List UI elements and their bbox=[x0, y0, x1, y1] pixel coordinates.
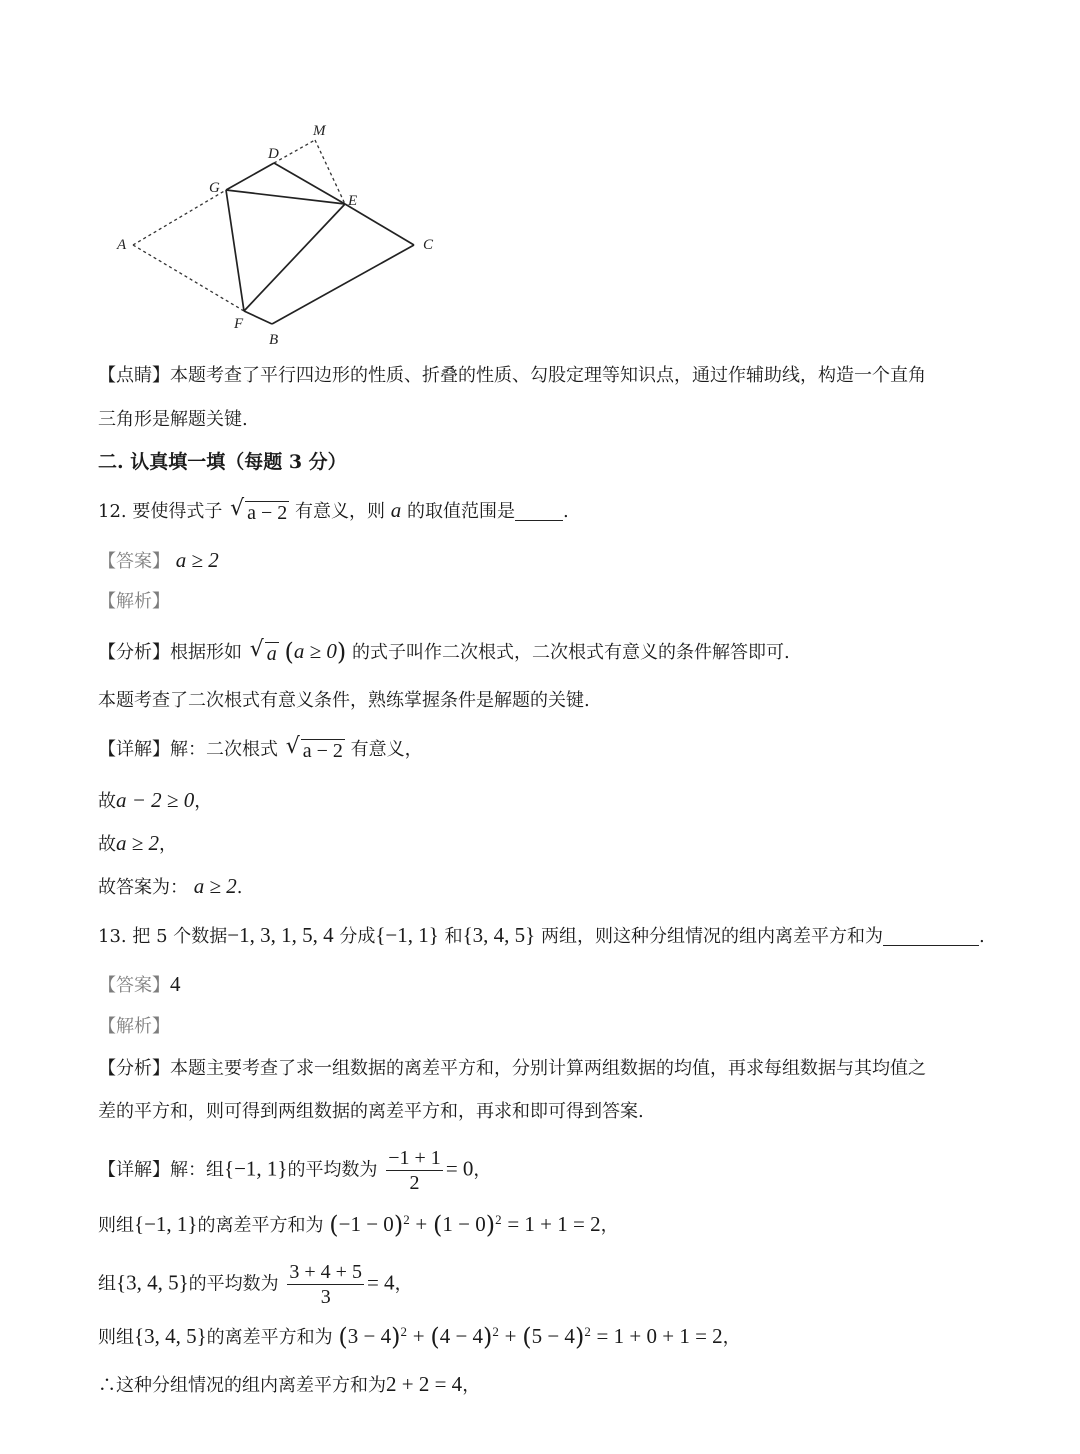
q13-d2-exp-2: 2 bbox=[495, 1212, 502, 1227]
q12-answer-tag: 【答案】 bbox=[98, 551, 170, 572]
point-label-A: A bbox=[117, 237, 127, 253]
comment-text-2: 三角形是解题关键. bbox=[98, 409, 248, 430]
q12-step-1 bbox=[98, 786, 212, 816]
q12-step2-post: ， bbox=[159, 834, 178, 855]
q12-fenxi-radicand: a bbox=[266, 643, 277, 665]
q12-step2-pre: 故 bbox=[98, 834, 116, 855]
q12-stem-text-a: 12. 要使得式子 bbox=[98, 501, 223, 522]
q12-step3-post: . bbox=[236, 877, 243, 898]
q13-detail-4: 则组{3, 4, 5}的离差平方和为 $(3 - 4)^2 + (4 - 4)^2 + (5 - 4)^2 = 1 + 0 + 1 = 2$， bbox=[98, 1323, 741, 1351]
q12-step2-math: a ≥ 2 bbox=[116, 831, 160, 855]
q12-detail-tag: 【详解】 bbox=[98, 739, 170, 760]
segment-GF bbox=[226, 190, 244, 311]
segment-GE bbox=[226, 190, 345, 204]
q12-answer bbox=[98, 546, 219, 576]
q13-stem-end: . bbox=[978, 926, 985, 947]
q13-d2-text-b: 的离差平方和为 bbox=[197, 1215, 324, 1236]
q13-d1-denominator: 2 bbox=[409, 1172, 420, 1194]
q13-d5-end: ， bbox=[462, 1375, 481, 1396]
q13-detail-2: 则组{−1, 1}的离差平方和为 $(-1 - 0)^2 + (1 - 0)^2 = 1 + 1 = 2$， bbox=[98, 1211, 619, 1239]
q13-answer-tag: 【答案】 bbox=[98, 975, 170, 996]
segment-EF bbox=[244, 204, 345, 311]
q12-stem-text-c: 的取值范围是 bbox=[406, 501, 515, 522]
comment-text-1: 本题考查了平行四边形的性质、折叠的性质、勾股定理等知识点，通过作辅助线，构造一个直角 bbox=[170, 365, 926, 386]
q13-set2: {3, 4, 5} bbox=[462, 923, 536, 947]
point-label-E: E bbox=[348, 193, 358, 209]
q13-d2-result: = 1 + 1 = 2 bbox=[507, 1212, 601, 1236]
q13-detail-1 bbox=[98, 1146, 491, 1195]
q13-d3-numerator: 3 + 4 + 5 bbox=[289, 1261, 362, 1283]
comment-tag: 【点睛】 bbox=[98, 365, 170, 386]
q12-step1-post: ， bbox=[194, 791, 213, 812]
q13-d4-set: {3, 4, 5} bbox=[134, 1324, 207, 1348]
q13-d3-set: {3, 4, 5} bbox=[116, 1270, 189, 1295]
q13-d3-text-a: 组 bbox=[98, 1273, 116, 1295]
q13-d1-set: {−1, 1} bbox=[224, 1156, 288, 1181]
q13-d4-text-a: 则组 bbox=[98, 1327, 134, 1348]
q13-d4-term-2: 4 − 4 bbox=[439, 1324, 484, 1348]
q13-data-list: −1, 3, 1, 5, 4 bbox=[227, 923, 334, 947]
q13-fenxi-line-2: 差的平方和，则可得到两组数据的离差平方和，再求和即可得到答案. bbox=[98, 1101, 644, 1122]
q13-stem bbox=[98, 921, 985, 951]
q12-step3-pre: 故答案为： bbox=[98, 877, 188, 898]
segment-CB bbox=[272, 245, 414, 324]
q13-detail-5 bbox=[98, 1370, 480, 1400]
q13-d1-text-b: 的平均数为 bbox=[287, 1159, 378, 1181]
q12-radicand: a − 2 bbox=[247, 502, 288, 524]
q12-fenxi-tag: 【分析】 bbox=[98, 642, 170, 663]
q13-d1-fraction bbox=[386, 1146, 443, 1195]
q12-detail-text-b: 有意义， bbox=[350, 739, 423, 760]
q13-answer-value: 4 bbox=[170, 972, 181, 996]
q12-stem-end: . bbox=[562, 501, 569, 522]
q12-detail-radicand: a − 2 bbox=[302, 740, 343, 762]
q12-fenxi-cond: a ≥ 0 bbox=[293, 639, 337, 663]
segment-AG bbox=[133, 190, 226, 245]
q13-d5-math: 2 + 2 = 4 bbox=[386, 1372, 463, 1396]
q12-detail-text-a: 解：二次根式 bbox=[170, 739, 278, 760]
q13-answer-blank bbox=[883, 945, 979, 946]
point-label-B: B bbox=[269, 332, 279, 348]
q12-var: a bbox=[390, 498, 402, 522]
q13-analysis-tag: 【解析】 bbox=[98, 1016, 170, 1037]
segment-AF bbox=[133, 245, 244, 311]
q13-set1: {−1, 1} bbox=[375, 923, 439, 947]
point-label-D: D bbox=[268, 146, 279, 162]
q12-answer-value: a ≥ 2 bbox=[175, 548, 219, 572]
segment-EC bbox=[345, 204, 414, 245]
q13-d2-exp-1: 2 bbox=[403, 1212, 410, 1227]
q13-stem-text-b: 分成 bbox=[339, 926, 376, 947]
q13-d3-fraction bbox=[287, 1260, 364, 1309]
q13-d2-term-2: 1 − 0 bbox=[442, 1212, 486, 1236]
section-title: 二. 认真填一填（每题 3 分） bbox=[98, 451, 347, 473]
q12-sqrt: √ a − 2 bbox=[230, 496, 288, 524]
q13-d4-text-b: 的离差平方和为 bbox=[206, 1327, 333, 1348]
q12-fenxi-sqrt: √ a bbox=[249, 637, 277, 665]
q13-d4-result: = 1 + 0 + 1 = 2 bbox=[596, 1324, 723, 1348]
q12-stem bbox=[98, 496, 569, 528]
segment-DE bbox=[274, 163, 345, 204]
q12-stem-text-b: 有意义，则 bbox=[294, 501, 385, 522]
point-label-M: M bbox=[313, 123, 326, 139]
q13-d4-term-1: 3 − 4 bbox=[347, 1324, 392, 1348]
q13-answer bbox=[98, 970, 181, 1000]
q13-d2-end: ， bbox=[600, 1215, 619, 1236]
q12-fenxi: 【分析】根据形如 √ a (a ≥ 0) 的式子叫作二次根式，二次根式有意义的条件解答即可. bbox=[98, 637, 790, 669]
point-label-F: F bbox=[234, 316, 244, 332]
q12-fenxi-text-b: 的式子叫作二次根式，二次根式有意义的条件解答即可. bbox=[351, 642, 790, 663]
q12-step-2 bbox=[98, 829, 177, 859]
q12-step-3 bbox=[98, 872, 243, 902]
q13-detail-3 bbox=[98, 1260, 413, 1309]
q13-d4-end: ， bbox=[722, 1327, 741, 1348]
geometry-figure bbox=[0, 0, 480, 360]
q12-analysis-tag: 【解析】 bbox=[98, 591, 170, 612]
point-label-C: C bbox=[423, 237, 434, 253]
q13-fenxi-line-1 bbox=[98, 1055, 926, 1083]
q13-d1-end: ， bbox=[473, 1159, 492, 1181]
q13-d4-exp-2: 2 bbox=[492, 1324, 499, 1339]
q13-fenxi-text-1: 本题主要考查了求一组数据的离差平方和，分别计算两组数据的均值，再求每组数据与其均值之 bbox=[170, 1058, 926, 1079]
q12-step1-pre: 故 bbox=[98, 791, 116, 812]
q12-fenxi-text-a: 根据形如 bbox=[170, 642, 242, 663]
q13-d3-end: ， bbox=[394, 1273, 413, 1295]
q13-d3-denominator: 3 bbox=[320, 1286, 331, 1308]
q13-d4-term-3: 5 − 4 bbox=[531, 1324, 575, 1348]
q12-detail-sqrt: √ a − 2 bbox=[285, 734, 343, 762]
q12-step3-math: a ≥ 2 bbox=[193, 874, 237, 898]
q13-d4-plus-2: + bbox=[504, 1324, 517, 1348]
q12-note: 本题考查了二次根式有意义条件，熟练掌握条件是解题的关键. bbox=[98, 690, 590, 711]
comment-line-1 bbox=[98, 362, 926, 390]
segment-DM bbox=[274, 140, 315, 163]
q13-d2-term-1: −1 − 0 bbox=[338, 1212, 394, 1236]
q12-answer-blank bbox=[515, 520, 563, 521]
q13-detail-tag: 【详解】 bbox=[98, 1159, 170, 1181]
q13-stem-text-c: 和 bbox=[444, 926, 463, 947]
q12-detail bbox=[98, 736, 423, 766]
q13-d5-text-a: ∴这种分组情况的组内离差平方和为 bbox=[98, 1375, 386, 1396]
q13-d2-set: {−1, 1} bbox=[134, 1212, 198, 1236]
q13-fenxi-tag: 【分析】 bbox=[98, 1058, 170, 1079]
q13-d1-result: = 0 bbox=[445, 1156, 474, 1181]
q13-d3-result: = 4 bbox=[366, 1270, 395, 1295]
comment-line-2 bbox=[98, 406, 248, 434]
q12-step1-math: a − 2 ≥ 0 bbox=[116, 788, 195, 812]
q13-d4-plus-1: + bbox=[412, 1324, 425, 1348]
q13-stem-text-a: 13. 把 5 个数据 bbox=[98, 926, 228, 947]
q13-d2-text-a: 则组 bbox=[98, 1215, 134, 1236]
q13-d1-text-a: 解：组 bbox=[170, 1159, 224, 1181]
q13-d3-text-b: 的平均数为 bbox=[188, 1273, 279, 1295]
q13-d1-numerator: −1 + 1 bbox=[388, 1147, 441, 1169]
point-label-G: G bbox=[209, 180, 220, 196]
q13-stem-text-d: 两组，则这种分组情况的组内离差平方和为 bbox=[540, 926, 883, 947]
q13-d4-exp-3: 2 bbox=[584, 1324, 591, 1339]
segment-GD bbox=[226, 163, 274, 190]
q13-d2-plus: + bbox=[415, 1212, 428, 1236]
q13-d4-exp-1: 2 bbox=[400, 1324, 407, 1339]
segment-FB bbox=[244, 311, 272, 324]
